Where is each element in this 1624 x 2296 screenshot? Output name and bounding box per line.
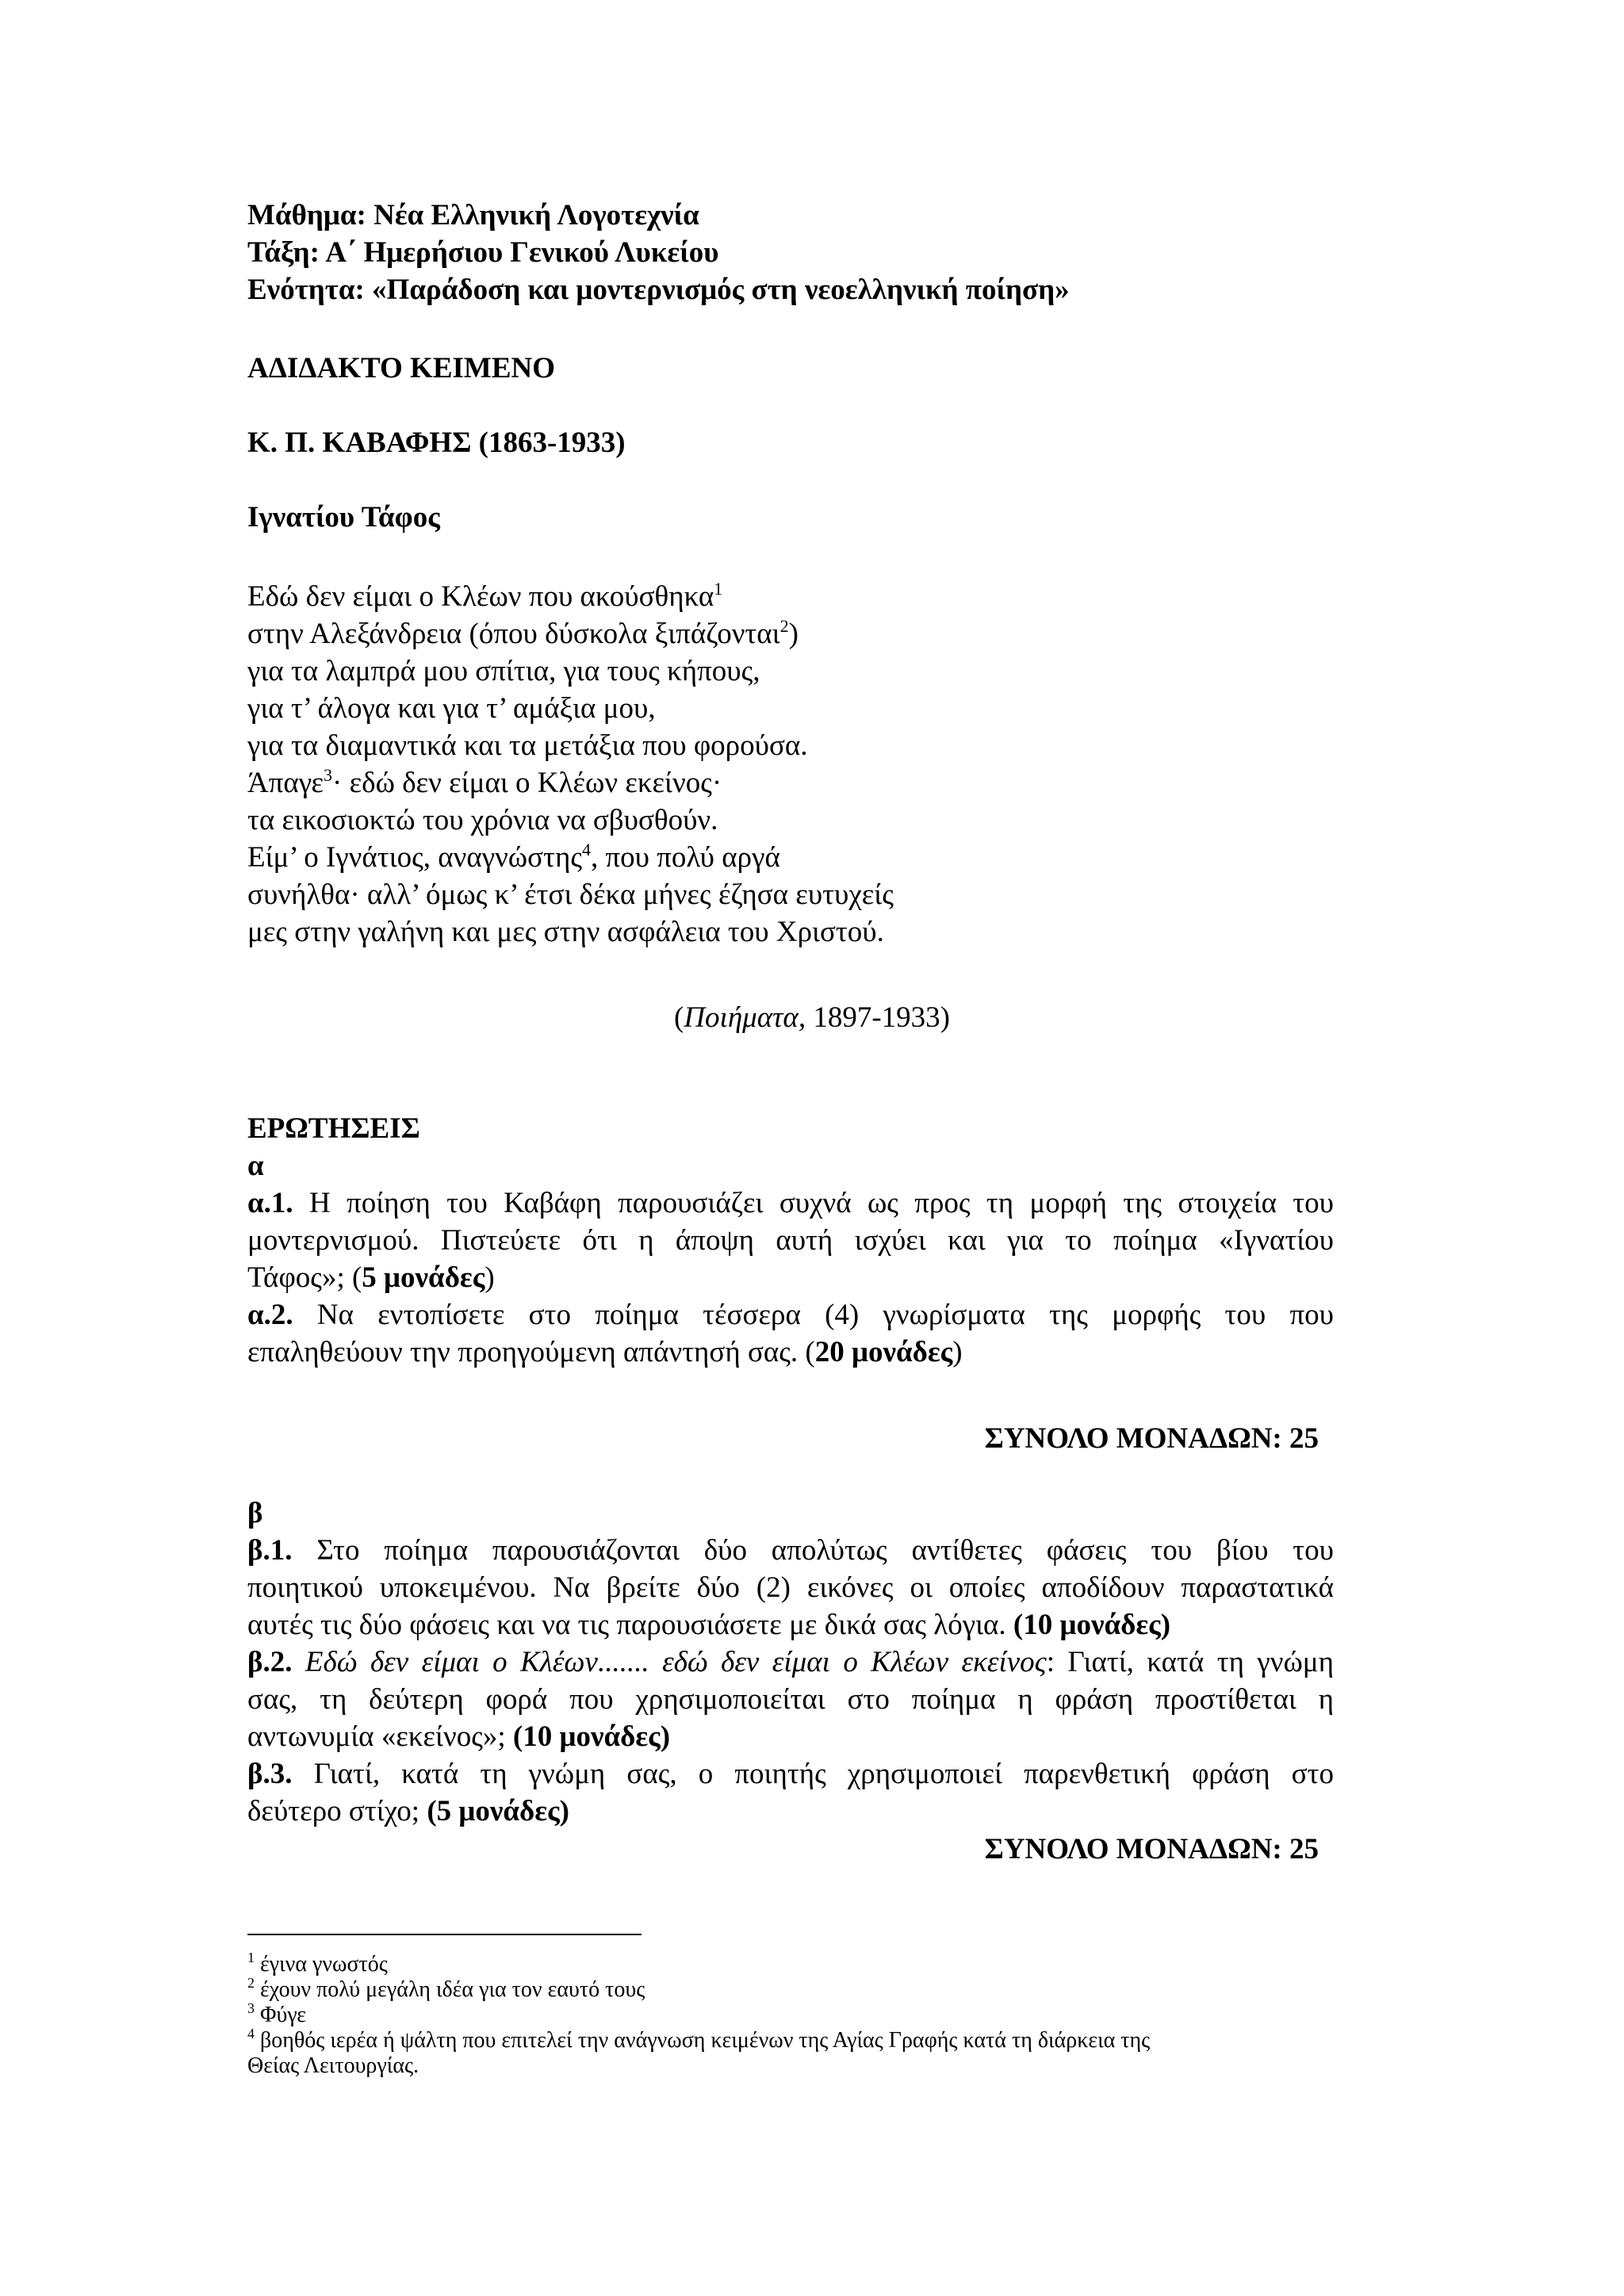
questions-heading: ΕΡΩΤΗΣΕΙΣ	[247, 1112, 420, 1145]
footnote-item: $^4$ βοηθός ιερέα ή ψάλτη που επιτελεί την ανάγνωση κειμένων της Αγίας Γραφής κατά τη διάρκεια της	[247, 2026, 1151, 2053]
poem-line: συνήλθα· αλλ’ όμως κ’ έτσι δέκα μήνες έζησα ευτυχείς	[247, 878, 894, 911]
group-b-section	[247, 1494, 1334, 1830]
questions-section	[247, 1110, 1334, 1371]
poem-title: Ιγνατίου Τάφος	[247, 501, 440, 534]
question-b2-end: αντωνυμία «εκείνος»; (10 μονάδες)	[247, 1720, 671, 1753]
footnote-item: $^2$ έχουν πολύ μεγάλη ιδέα για τον εαυτό τους	[247, 1975, 645, 2002]
footnote-separator	[247, 1934, 642, 1935]
footnote-ref: 1	[714, 579, 723, 599]
poem-line: για τα διαμαντικά και τα μετάξια που φορούσα.	[247, 729, 808, 762]
poem-line: Είμ’ ο Ιγνάτιος, αναγνώστης$^4$, που πολύ αργά	[247, 840, 780, 874]
question-b1-cont: ποιητικού υποκειμένου. Να βρείτε δύο (2) εικόνες οι οποίες αποδίδουν παραστατικά	[247, 1571, 1334, 1604]
footnote-item: $^1$ έγινα γνωστός	[247, 1950, 388, 1976]
group-b-label: β	[247, 1497, 263, 1529]
question-a2-end: επαληθεύουν την προηγούμενη απάντησή σας. (20 μονάδες)	[247, 1336, 963, 1368]
question-b3: β.3. Γιατί, κατά τη γνώμη σας, ο ποιητής χρησιμοποιεί παρενθετική φράση στο	[247, 1758, 1334, 1790]
question-a1-end: Τάφος»; (5 μονάδες)	[247, 1261, 495, 1294]
question-b2-cont: σας, τη δεύτερη φορά που χρησιμοποιείται στο ποίημα η φράση προστίθεται η	[247, 1683, 1334, 1716]
poem-line: για τ’ άλογα και για τ’ αμάξια μου,	[247, 692, 656, 725]
poem-source: (Ποιήματα, 1897-1933)	[674, 1001, 950, 1034]
footnote-ref: 4	[581, 840, 591, 859]
question-b2: β.2. Εδώ δεν είμαι ο Κλέων....... εδώ δεν είμαι ο Κλέων εκείνος: Γιατί, κατά τη γνώμη	[247, 1646, 1334, 1678]
group-b-total: ΣΥΝΟΛΟ ΜΟΝΑΔΩΝ: 25	[984, 1833, 1319, 1866]
group-a-label: α	[247, 1150, 264, 1182]
footnote-item-cont: Θείας Λειτουργίας.	[247, 2053, 419, 2078]
group-a-total: ΣΥΝΟΛΟ ΜΟΝΑΔΩΝ: 25	[984, 1422, 1319, 1455]
question-a1-cont: μοντερνισμού. Πιστεύετε ότι η άποψη αυτή ισχύει και για το ποίημα «Ιγνατίου	[247, 1224, 1334, 1257]
footnotes	[247, 1952, 1389, 2079]
poem-line: μες στην γαλήνη και μες στην ασφάλεια του Χριστού.	[247, 916, 884, 948]
poem-line: Εδώ δεν είμαι ο Κλέων που ακούσθηκα$^1$	[247, 579, 723, 613]
question-b3-end: δεύτερο στίχο; (5 μονάδες)	[247, 1795, 569, 1827]
poem-line: για τα λαμπρά μου σπίτια, για τους κήπους,	[247, 655, 760, 687]
question-b1-end: αυτές τις δύο φάσεις και να τις παρουσιάσετε με δικά σας λόγια. (10 μονάδες)	[247, 1609, 1171, 1641]
footnote-ref: 2	[779, 616, 789, 636]
footnote-ref: 3	[324, 765, 333, 785]
section-title: ΑΔΙΔΑΚΤΟ ΚΕΙΜΕΝΟ	[247, 352, 556, 385]
poem-line: τα εικοσιοκτώ του χρόνια να σβυσθούν.	[247, 804, 718, 836]
class-line: Τάξη: Α΄ Ημερήσιου Γενικού Λυκείου	[247, 236, 719, 269]
poem-line: στην Αλεξάνδρεια (όπου δύσκολα ξιπάζονται$^2$)	[247, 616, 799, 650]
poem-line: Άπαγε$^3$· εδώ δεν είμαι ο Κλέων εκείνος·	[247, 765, 722, 799]
subject-line: Μάθημα: Νέα Ελληνική Λογοτεχνία	[247, 199, 699, 232]
document-header	[247, 197, 1334, 308]
poem-body	[247, 578, 1334, 951]
author-line: Κ. Π. ΚΑΒΑΦΗΣ (1863-1933)	[247, 427, 626, 459]
footnote-item: $^3$ Φύγε	[247, 2000, 306, 2027]
unit-line: Ενότητα: «Παράδοση και μοντερνισμός στη νεοελληνική ποίηση»	[247, 274, 1070, 306]
question-b1: β.1. Στο ποίημα παρουσιάζονται δύο απολύτως αντίθετες φάσεις του βίου του	[247, 1534, 1334, 1567]
question-a2: α.2. Να εντοπίσετε στο ποίημα τέσσερα (4) γνωρίσματα της μορφής του που	[247, 1299, 1334, 1331]
question-a1: α.1. Η ποίηση του Καβάφη παρουσιάζει συχνά ως προς τη μορφή της στοιχεία του	[247, 1187, 1334, 1219]
